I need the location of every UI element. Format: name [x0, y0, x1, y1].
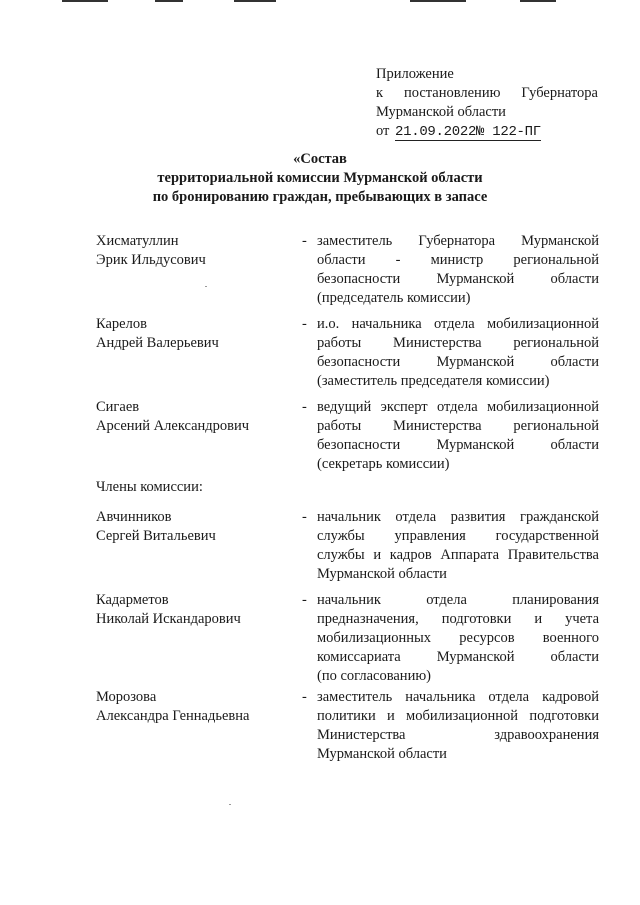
- role-line: области - министр региональной: [317, 252, 599, 268]
- role-line: предназначения, подготовки и учета: [317, 611, 599, 627]
- person-surname: Карелов: [96, 316, 147, 332]
- separator-dash: -: [302, 233, 307, 249]
- person-name: [96, 688, 296, 726]
- role-line: начальник отдела развития гражданской: [317, 509, 599, 525]
- appendix-label: Приложение: [376, 66, 454, 82]
- members-heading: Члены комиссии:: [96, 479, 203, 495]
- role-line: комиссариата Мурманской области: [317, 649, 599, 665]
- person-role: [317, 688, 599, 764]
- role-line: Мурманской области: [317, 746, 447, 762]
- person-name: [96, 591, 296, 629]
- separator-dash: -: [302, 399, 307, 415]
- person-given-names: Александра Геннадьевна: [96, 708, 250, 724]
- scan-speck: [205, 286, 207, 287]
- role-line: (по согласованию): [317, 668, 431, 684]
- person-given-names: Сергей Витальевич: [96, 528, 216, 544]
- person-surname: Кадарметов: [96, 592, 169, 608]
- role-line: безопасности Мурманской области: [317, 271, 599, 287]
- title-line-1: «Состав: [293, 151, 347, 167]
- separator-dash: -: [302, 316, 307, 332]
- role-line: службы управления государственной: [317, 528, 599, 544]
- role-line: Мурманской области: [317, 566, 447, 582]
- role-line: службы и кадров Аппарата Правительства: [317, 547, 599, 563]
- scan-edge-mark: [234, 0, 276, 2]
- document-title: [0, 150, 640, 207]
- separator-dash: -: [302, 509, 307, 525]
- role-line: работы Министерства региональной: [317, 418, 599, 434]
- separator-dash: -: [302, 689, 307, 705]
- appendix-decree-ref: к постановлению Губернатора: [376, 85, 598, 101]
- person-given-names: Николай Искандарович: [96, 611, 241, 627]
- role-line: (председатель комиссии): [317, 290, 471, 306]
- person-given-names: Эрик Ильдусович: [96, 252, 206, 268]
- person-role: [317, 398, 599, 474]
- title-line-3: по бронированию граждан, пребывающих в запасе: [152, 189, 488, 205]
- scan-speck: [229, 804, 231, 805]
- person-role: [317, 315, 599, 391]
- person-name: [96, 398, 296, 436]
- title-line-2: территориальной комиссии Мурманской области: [157, 170, 483, 186]
- role-line: работы Министерства региональной: [317, 335, 599, 351]
- role-line: политики и мобилизационной подготовки: [317, 708, 599, 724]
- person-surname: Хисматуллин: [96, 233, 179, 249]
- role-line: ведущий эксперт отдела мобилизационной: [317, 399, 599, 415]
- person-name: [96, 232, 296, 270]
- appendix-region: Мурманской области: [376, 104, 506, 120]
- role-line: начальник отдела планирования: [317, 592, 599, 608]
- person-surname: Морозова: [96, 689, 157, 705]
- date-prefix: от: [376, 123, 390, 139]
- person-name: [96, 508, 296, 546]
- person-given-names: Арсений Александрович: [96, 418, 250, 434]
- role-line: безопасности Мурманской области: [317, 354, 599, 370]
- scan-edge-mark: [520, 0, 556, 2]
- separator-dash: -: [302, 592, 307, 608]
- role-line: (заместитель председателя комиссии): [317, 373, 550, 389]
- scan-edge-mark: [62, 0, 108, 2]
- scan-edge-mark: [410, 0, 466, 2]
- person-surname: Сигаев: [96, 399, 140, 415]
- role-line: мобилизационных ресурсов военного: [317, 630, 599, 646]
- role-line: заместитель Губернатора Мурманской: [317, 233, 599, 249]
- person-surname: Авчинников: [96, 509, 172, 525]
- role-line: и.о. начальника отдела мобилизационной: [317, 316, 599, 332]
- person-role: [317, 591, 599, 686]
- decree-date: 21.09.2022: [395, 124, 477, 140]
- role-line: безопасности Мурманской области: [317, 437, 599, 453]
- person-given-names: Андрей Валерьевич: [96, 335, 219, 351]
- person-role: [317, 508, 599, 584]
- role-line: заместитель начальника отдела кадровой: [317, 689, 599, 705]
- person-name: [96, 315, 296, 353]
- role-line: (секретарь комиссии): [317, 456, 450, 472]
- decree-number: № 122-ПГ: [476, 124, 541, 140]
- person-role: [317, 232, 599, 308]
- appendix-block: [376, 65, 598, 142]
- role-line: Министерства здравоохранения: [317, 727, 599, 743]
- appendix-date-line: [376, 122, 598, 142]
- scan-edge-mark: [155, 0, 183, 2]
